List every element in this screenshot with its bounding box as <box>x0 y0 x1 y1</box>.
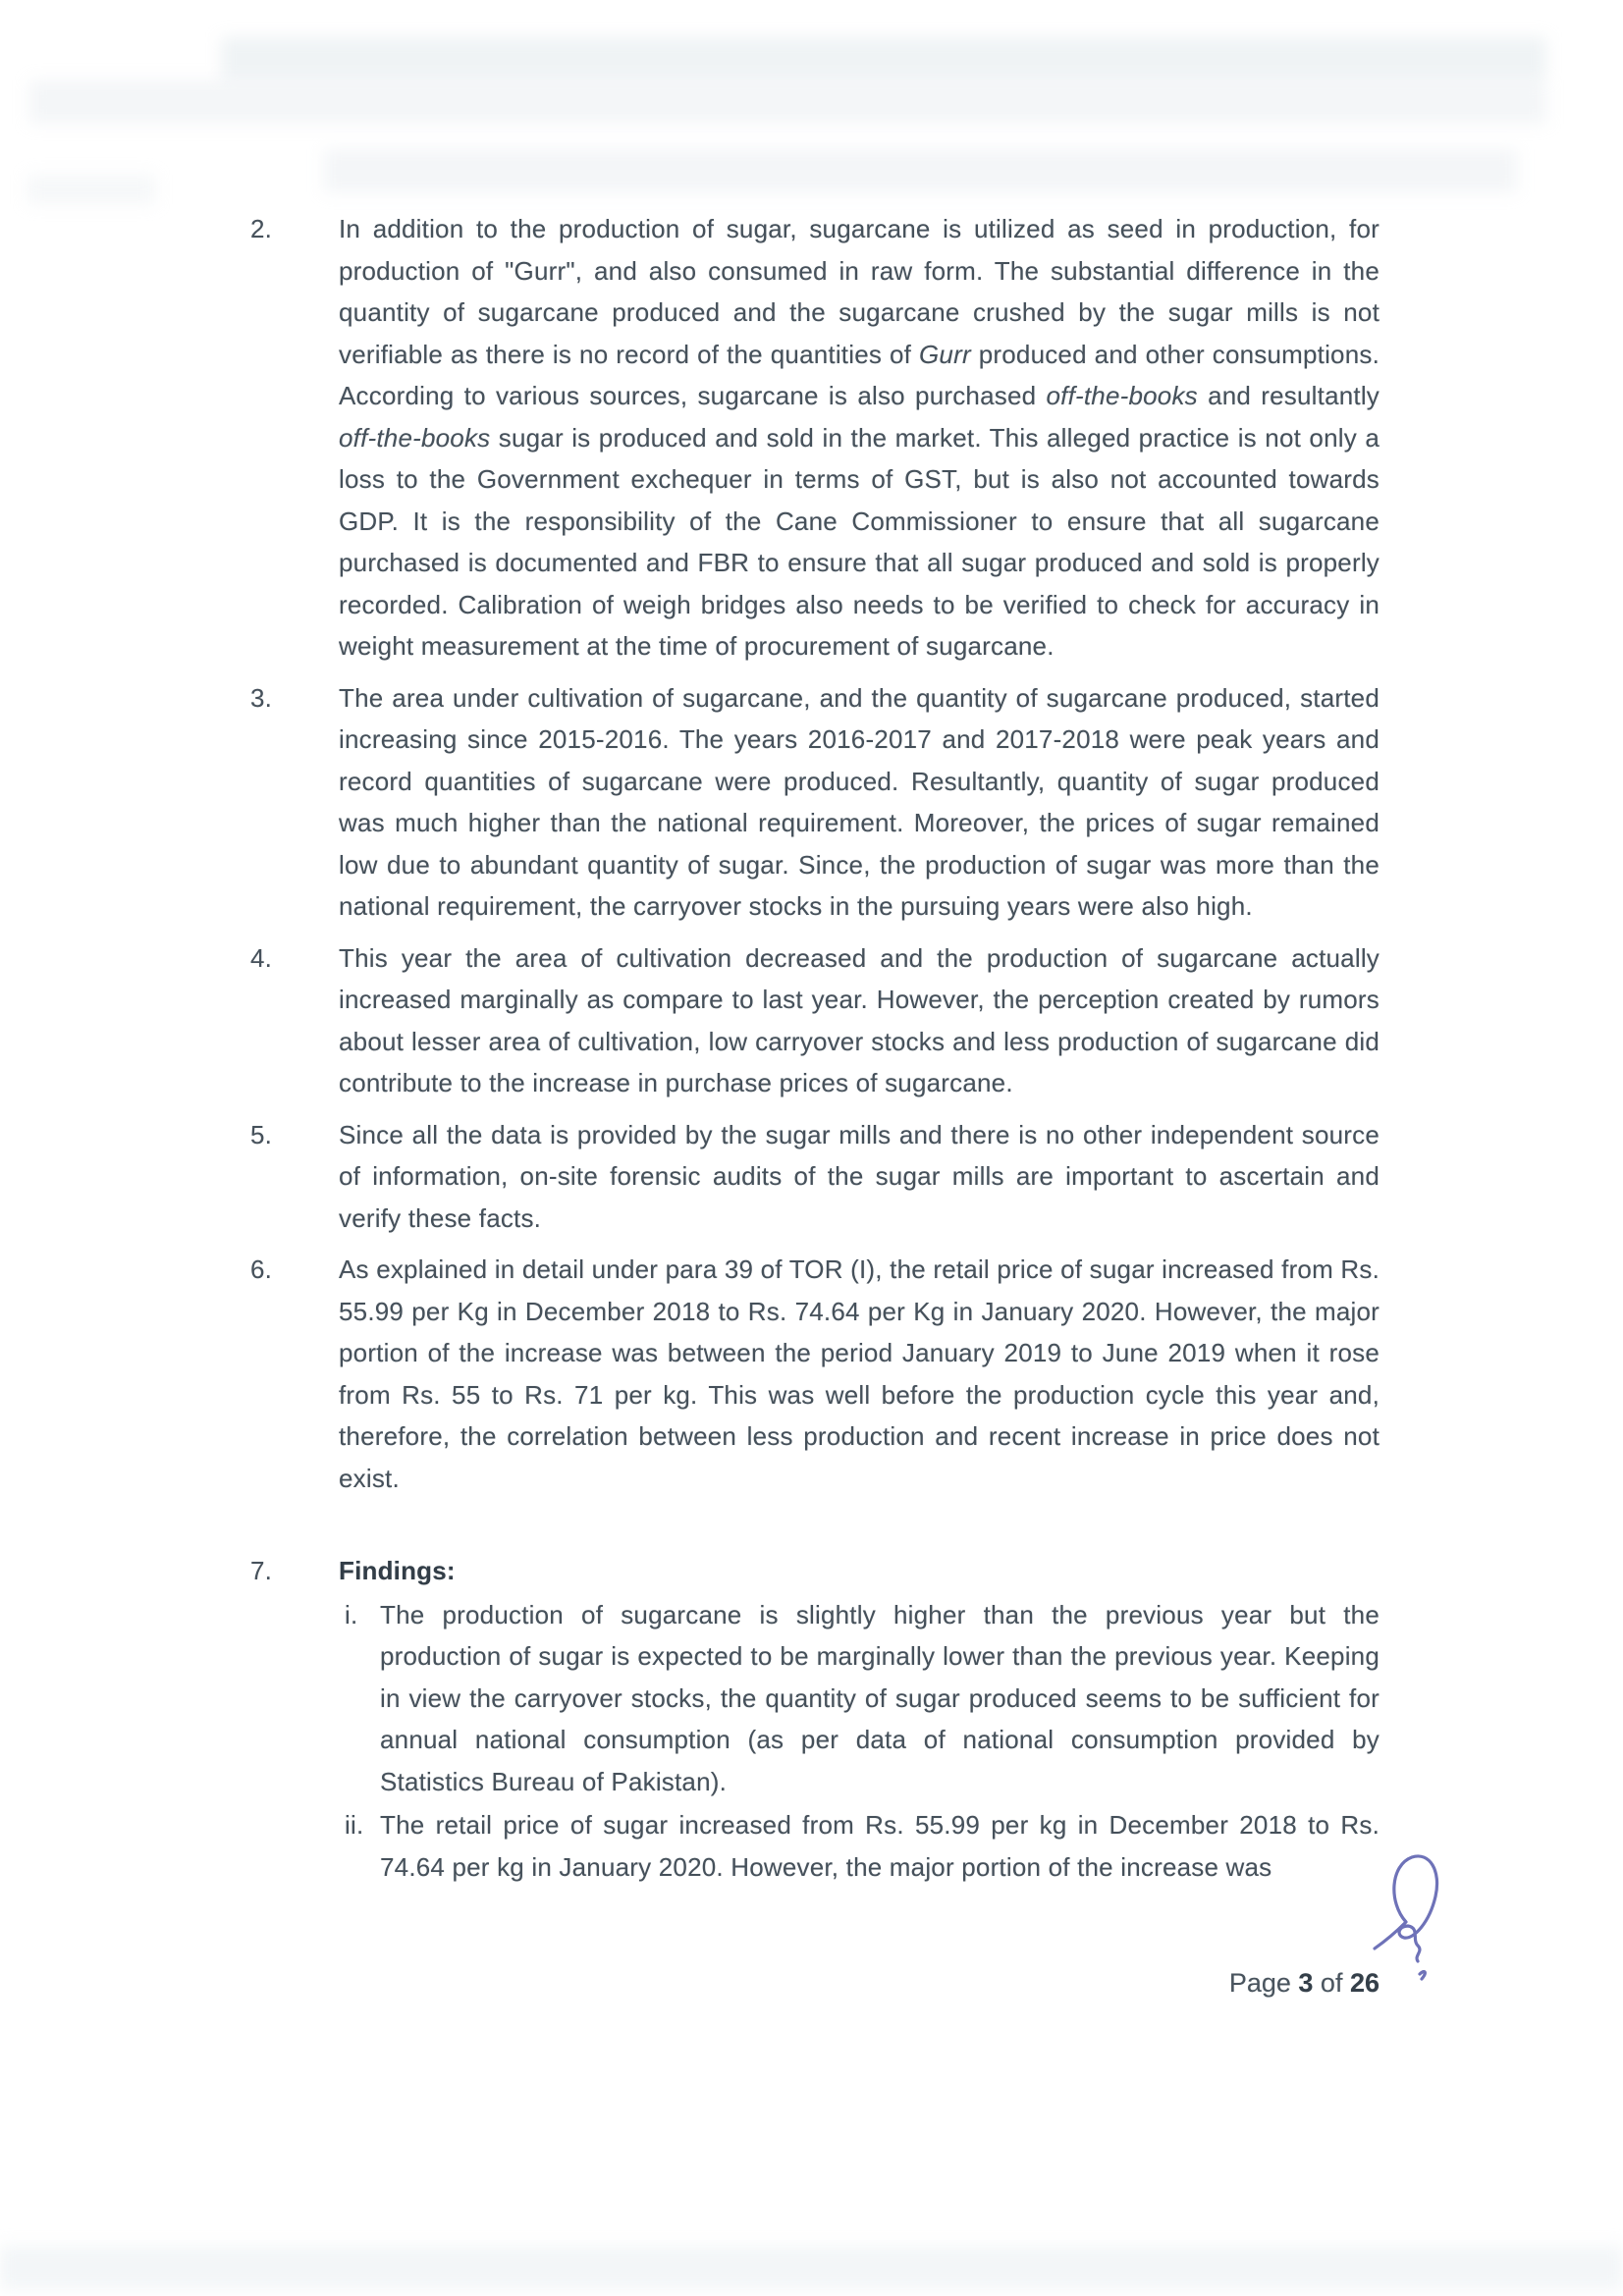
paragraph-segment-italic: off-the-books <box>339 422 491 453</box>
finding-marker: i. <box>345 1599 358 1629</box>
findings-section <box>250 1550 1380 1888</box>
paragraph-text <box>339 208 1380 667</box>
paragraph-text: This year the area of cultivation decreased and the production of sugarcane actually increased marginally as compare to last year. However, the perception created by rumors about lesser area of cultivation, low carryover stocks and less production of sugarcane did contribute to the increase in purchase prices of sugarcane. <box>339 942 1380 1097</box>
page-footer-of: of <box>1313 1968 1350 1998</box>
paragraph-item <box>250 937 1380 1104</box>
finding-marker: ii. <box>345 1810 364 1840</box>
paragraph-item <box>250 208 1380 667</box>
finding-text: The retail price of sugar increased from Rs. 55.99 per kg in December 2018 to Rs. 74.64 per kg in January 2020. However, the major portion of the increase was <box>380 1810 1380 1882</box>
scan-artifact-left-mark <box>27 175 155 204</box>
finding-item <box>339 1804 1380 1888</box>
paragraph-segment-italic: Gurr <box>919 339 971 369</box>
paragraph-item <box>250 677 1380 928</box>
paragraph-text: As explained in detail under para 39 of TOR (I), the retail price of sugar increased from Rs. 55.99 per Kg in December 2018 to Rs. 74.64 per Kg in January 2020. However, the major portion of the increase was between the period January 2019 to June 2019 when it rose from Rs. 55 to Rs. 71 per kg. This was well before the production cycle this year and, therefore, the correlation between less production and recent increase in price does not exist. <box>339 1255 1380 1493</box>
paragraph-number: 7. <box>250 1556 273 1585</box>
paragraph-segment: In addition to the production of sugar, sugarcane is utilized as seed in production, for production of "Gurr", and also consumed in raw form. The substantial difference in the quantity of sugarcane produced and the sugarcane crushed by the sugar mills is not verifiable as there is no record of the quantities of <box>339 214 1380 369</box>
findings-heading: Findings: <box>339 1556 456 1585</box>
paragraph-number: 5. <box>250 1119 273 1149</box>
finding-item <box>339 1594 1380 1803</box>
document-body <box>250 208 1380 1897</box>
findings-content <box>339 1550 1380 1888</box>
scan-artifact-top-band-1 <box>221 37 1546 79</box>
paragraph-number: 2. <box>250 214 273 243</box>
paragraph-number: 6. <box>250 1255 273 1284</box>
paragraph-item <box>250 1114 1380 1240</box>
paragraph-item <box>250 1249 1380 1499</box>
paragraph-segment: sugar is produced and sold in the market. This alleged practice is not only a loss to the Government exchequer in terms of GST, but is also not accounted towards GDP. It is the responsibility of the Cane Commissioner to ensure that all sugarcane purchased is documented and FBR to ensure that all sugar produced and sold is properly recorded. Calibration of weigh bridges also needs to be verified to check for accuracy in weight measurement at the time of procurement of sugarcane. <box>339 422 1380 661</box>
paragraph-number: 3. <box>250 682 273 713</box>
scan-artifact-top-band-3 <box>324 149 1517 192</box>
paragraph-segment-italic: off-the-books <box>1046 381 1198 410</box>
page-footer <box>250 1966 1380 2000</box>
page-footer-label: Page <box>1228 1968 1299 1998</box>
scan-artifact-bottom-band <box>0 2246 1623 2289</box>
paragraph-number: 4. <box>250 942 273 973</box>
paragraph-text: Since all the data is provided by the sugar mills and there is no other independent source of information, on-site forensic audits of the sugar mills are important to ascertain and verify these facts. <box>339 1119 1380 1233</box>
signature-ink <box>1375 1856 1437 1979</box>
scan-artifact-top-band-2 <box>29 80 1546 124</box>
paragraph-text: The area under cultivation of sugarcane, and the quantity of sugarcane produced, started increasing since 2015-2016. The years 2016-2017 and 2017-2018 were peak years and record quantities of sugarcane were produced. Resultantly, quantity of sugar produced was much higher than the national requirement. Moreover, the prices of sugar remained low due to abundant quantity of sugar. Since, the production of sugar was more than the national requirement, the carryover stocks in the pursuing years were also high. <box>339 682 1380 921</box>
finding-text: The production of sugarcane is slightly higher than the previous year but the production of sugar is expected to be marginally lower than the previous year. Keeping in view the carryover stocks, the quantity of sugar produced seems to be sufficient for annual national consumption (as per data of national consumption provided by Statistics Bureau of Pakistan). <box>380 1599 1380 1796</box>
paragraph-segment: and resultantly <box>1197 381 1380 410</box>
page-number: 3 <box>1298 1968 1314 1998</box>
total-pages: 26 <box>1349 1968 1380 1998</box>
paragraph-segment: produced and other consumptions. According to various sources, sugarcane is also purchased <box>339 339 1380 410</box>
